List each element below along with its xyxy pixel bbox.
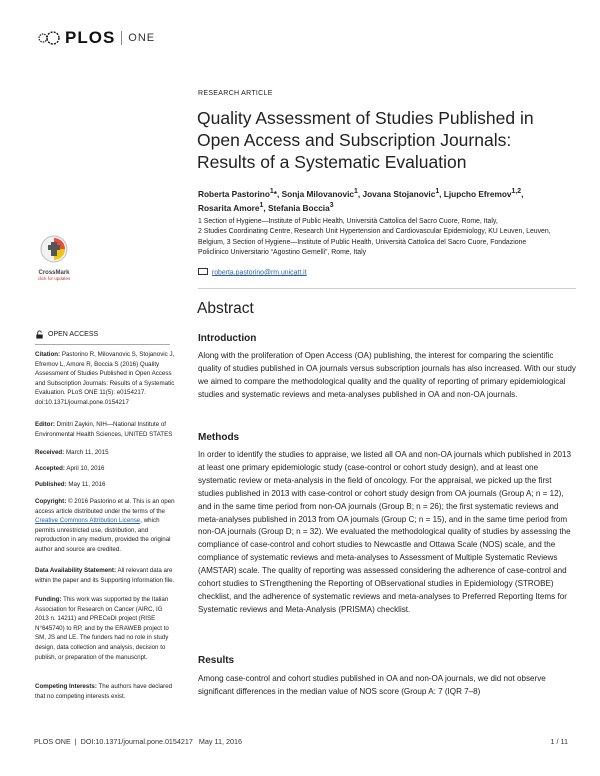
footer-journal: PLOS ONE	[34, 737, 71, 746]
competing-interests-block	[35, 682, 175, 701]
published-block	[35, 480, 175, 490]
footer-date: May 11, 2016	[198, 737, 242, 746]
data-availability-block	[35, 566, 175, 585]
footer-separator: |	[74, 737, 77, 746]
published-date: May 11, 2016	[68, 481, 106, 488]
author-name[interactable]: , Stefania Boccia	[263, 202, 330, 213]
methods-heading: Methods	[198, 432, 240, 443]
data-availability-label: Data Availability Statement:	[35, 567, 117, 574]
methods-text: In order to identify the studies to appraise, we listed all OA and non-OA journals which published in 2013 at least one primary epidemiologic study (case-control or cohort study design), and at least one systematic review or meta-analysis in the field of oncology. For the appraisal, we picked up the first studies published in 2013 with case-control or cohort study design from OA journals (Group A; n = 12), and in the same time period from non-OA journals (Group B; n = 26); the first systematic reviews and meta-analyses published in 2013 from OA journals (Group C; n = 15), and in the same time period from non-OA journals (Group D; n = 32). We evaluated the methodological quality of studies by assessing the compliance of case-control and cohort studies to Newcastle and Ottawa Scale (NOS) scale, and the compliance of systematic reviews and meta-analyses to Assessment of Multiple Systematic Reviews (AMSTAR) scale. The quality of reporting was assessed considering the adherence of case-control and cohort studies to STrengthening the Reporting of OBservational studies in Epidemiology (STROBE) checklist, and the adherence of systematic reviews and meta-analyses to Preferred Reporting Items for Systematic reviews and Meta-Analysis (PRISMA) checklist.	[198, 450, 571, 614]
competing-interests-text: The authors have declared that no competing interests exist.	[35, 683, 173, 700]
sidebar-divider	[35, 344, 170, 345]
logo-one-text: ONE	[128, 32, 156, 44]
introduction-text: Along with the proliferation of Open Access (OA) publishing, the interest for comparing the scientific quality of studies published in OA journals versus subscription journals has also increased. With our study we aimed to compare the methodological quality and the quality of reporting of primary epidemiological studies and systematic reviews and meta-analyses published in OA and non-OA journals.	[198, 351, 576, 399]
author-affil-sup: 1	[269, 188, 274, 195]
author-name[interactable]: Roberta Pastorino	[198, 188, 270, 199]
author-name[interactable]: , Ljupcho Efremov	[439, 188, 512, 199]
footer-doi[interactable]: DOI:10.1371/journal.pone.0154217	[80, 737, 193, 746]
corresponding-email	[198, 269, 307, 276]
author-name[interactable]: *, Sonja Milovanovic	[273, 188, 354, 199]
results-text: Among case-control and cohort studies published in OA and non-OA journals, we did not observe significant differences in the median value of NOS score (Group A: 7 (IQR 7–8)	[198, 674, 546, 696]
accepted-date: April 10, 2016	[66, 465, 105, 472]
results-heading: Results	[198, 655, 235, 666]
open-access-label: OPEN ACCESS	[48, 331, 99, 338]
crossmark-badge[interactable]	[34, 234, 74, 281]
accepted-label: Accepted:	[35, 465, 65, 472]
author-affil-sup: 1,2	[511, 188, 522, 195]
copyright-text: © 2016 Pastorino et al. This is an open access article distributed under the terms of the	[35, 498, 175, 515]
accepted-block	[35, 464, 175, 474]
author-affil-sup: 1	[354, 188, 358, 195]
author-name[interactable]: , Jovana Stojanovic	[357, 188, 436, 199]
crossmark-label: CrossMark	[38, 270, 70, 276]
received-date: March 11, 2015	[65, 449, 109, 456]
received-label: Received:	[35, 449, 65, 456]
funding-block	[35, 595, 175, 662]
funding-text: This work was supported by the Italian Association for Research on Cancer (AIRC, IG 2013 n. 14211) and PRECeDI project (RISE N°645740) to RP, and by the ERAWEB project to SM, JS and LE. The funders had no role in study design, data collection and analysis, decision to publish, or preparation of the manuscript.	[35, 596, 169, 661]
copyright-text-cont: , which permits unrestricted use, distribution, and reproduction in any medium, provided the original author and source are credited.	[35, 517, 171, 553]
affiliations	[198, 217, 558, 258]
abstract-heading: Abstract	[197, 300, 254, 317]
affiliation-item: 1 Section of Hygiene—Institute of Public Health, Università Cattolica del Sacro Cuore, Rome, Italy,	[198, 218, 498, 225]
copyright-block	[35, 497, 175, 555]
author-list	[198, 186, 558, 214]
cc-license-link[interactable]: Creative Commons Attribution License	[35, 517, 141, 525]
page-number: 1 / 11	[550, 737, 568, 746]
plos-logo-icon	[38, 29, 62, 47]
author-separator: ,	[521, 188, 524, 199]
email-link[interactable]: roberta.pastorino@rm.unicatt.it	[211, 269, 307, 277]
open-lock-icon	[35, 330, 44, 339]
published-label: Published:	[35, 481, 67, 488]
funding-label: Funding:	[35, 596, 62, 603]
author-name[interactable]: Rosarita Amore	[198, 202, 260, 213]
author-affil-sup: 1	[435, 188, 440, 195]
citation-block	[35, 350, 175, 408]
editor-label: Editor:	[35, 421, 55, 428]
data-availability-text: All relevant data are within the paper and its Supporting Information file.	[35, 567, 175, 584]
crossmark-icon	[39, 234, 69, 264]
editor-block	[35, 420, 175, 439]
article-type: RESEARCH ARTICLE	[198, 90, 273, 97]
competing-interests-label: Competing Interests:	[35, 683, 97, 690]
envelope-icon	[198, 268, 208, 275]
abstract-divider	[198, 288, 576, 289]
journal-logo[interactable]	[38, 28, 155, 48]
introduction-heading: Introduction	[198, 333, 257, 344]
open-access-badge	[35, 330, 98, 339]
editor-text: Dmitri Zaykin, NIH—National Institute of Environmental Health Sciences, UNITED STATES	[35, 421, 173, 438]
received-block	[35, 448, 175, 458]
copyright-label: Copyright:	[35, 498, 67, 505]
citation-text: Pastorino R, Milovanovic S, Stojanovic J, Efremov L, Amore R, Boccia S (2016) Quality Assessment of Studies Published in Open Access and Subscription Journals: Results of a Systematic Evaluation. PLoS ONE 11(5): e0154217. doi:10.1371/journal.pone.0154217	[35, 351, 175, 406]
affiliation-item: 2 Studies Coordinating Centre, Research Unit Hypertension and Cardiovascular Epidemiology, KU Leuven, Leuven, Belgium, 3 Section of Hygiene—Institute of Public Health, Università Cattolica del Sacro Cuore, Fondazione Policlinico Universitario “Agostino Gemelli”, Rome, Italy	[198, 228, 551, 256]
author-affil-sup: 1	[259, 201, 264, 209]
crossmark-sublabel: click for updates	[37, 276, 71, 281]
logo-plos-text: PLOS	[65, 28, 116, 47]
article-title: Quality Assessment of Studies Published in Open Access and Subscription Journals: Results of a Systematic Evaluation	[197, 108, 534, 172]
author-affil-sup: 3	[329, 201, 334, 209]
logo-divider	[121, 31, 122, 45]
page-footer	[34, 737, 246, 746]
citation-label: Citation:	[35, 351, 61, 358]
